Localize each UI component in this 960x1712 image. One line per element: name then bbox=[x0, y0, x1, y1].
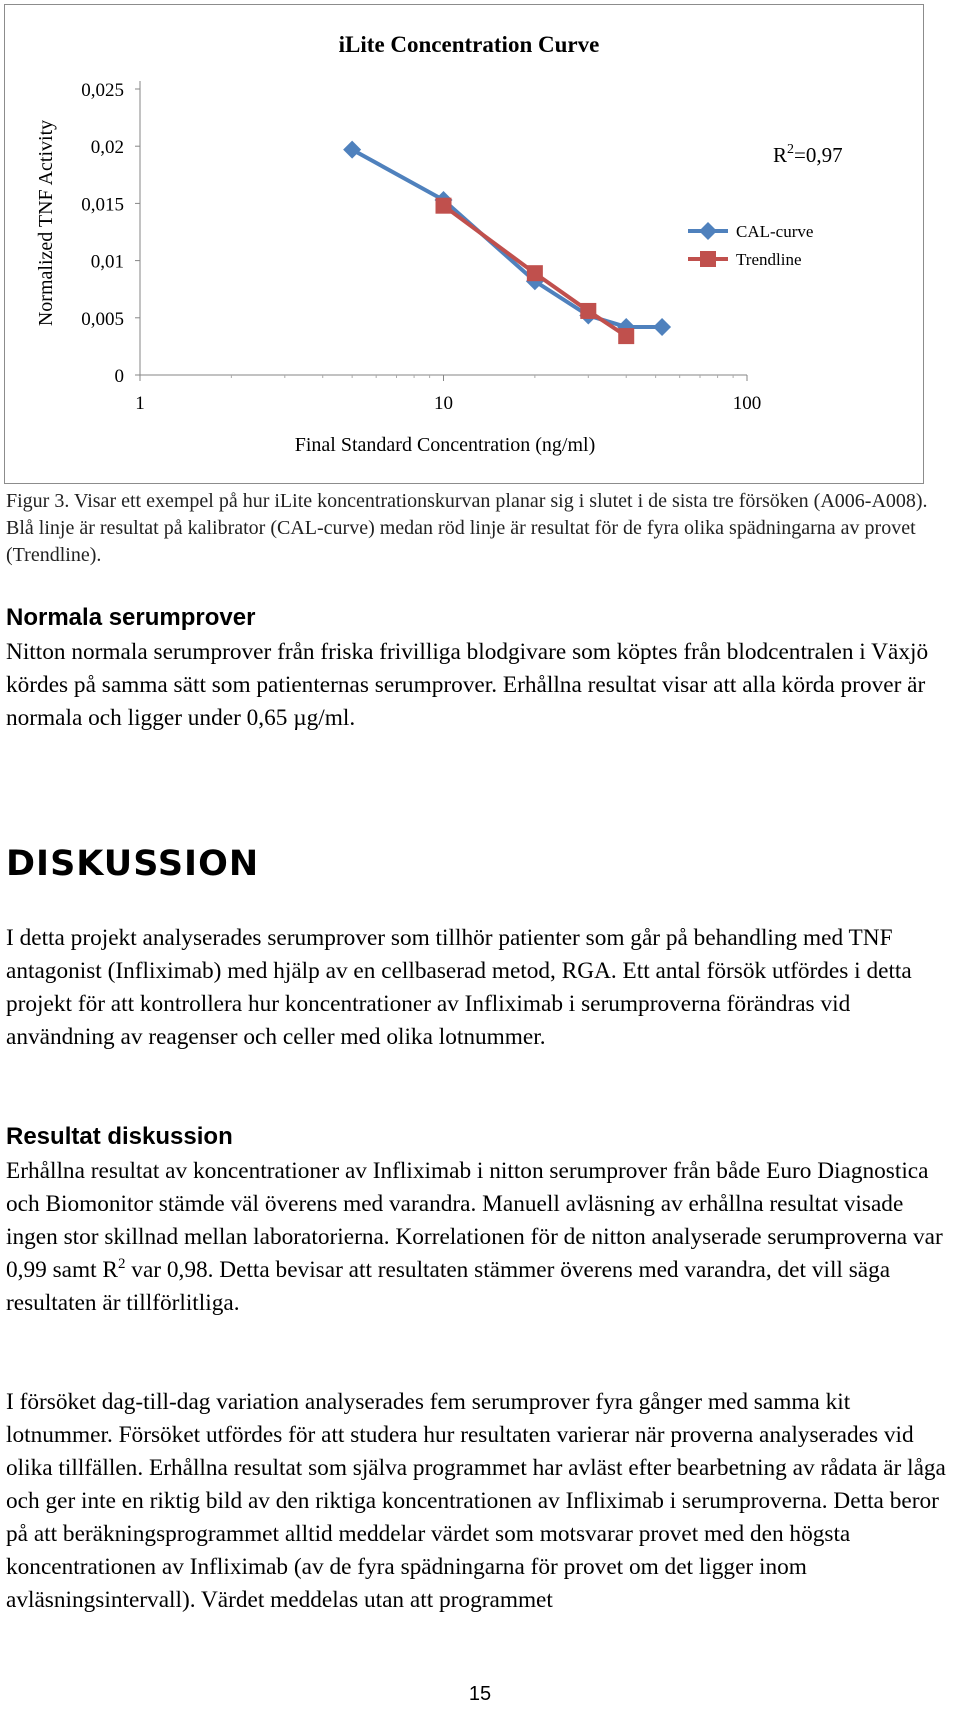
legend-label-cal-curve: CAL-curve bbox=[736, 222, 814, 241]
resultat-text-a: Erhållna resultat av koncentrationer av Infliximab i nitton serumprover från både Euro Diagnostica och Biomonitor stämde väl överens med varandra. Manuell avläsning av erhållna resultat visade ingen stor skillnad mellan laboratorierna. Korrelationen för de nitton analyserade serumproverna var 0,99 samt R bbox=[6, 1158, 943, 1283]
concentration-chart bbox=[5, 5, 923, 483]
r-squared-prefix: R bbox=[773, 143, 788, 167]
y-tick-label: 0 bbox=[114, 366, 124, 387]
paragraph-resultat-diskussion bbox=[6, 1155, 958, 1320]
x-tick-label: 1 bbox=[135, 393, 145, 414]
heading-diskussion: DISKUSSION bbox=[6, 844, 260, 884]
data-point-trendline bbox=[436, 198, 452, 214]
series-line-cal-curve bbox=[352, 150, 662, 327]
y-tick-label: 0,005 bbox=[81, 308, 124, 330]
r-squared-annotation bbox=[773, 142, 843, 167]
y-tick-label: 0,015 bbox=[81, 194, 124, 216]
data-point-trendline bbox=[580, 303, 596, 319]
x-axis-label: Final Standard Concentration (ng/ml) bbox=[294, 434, 596, 456]
data-point-cal-curve bbox=[653, 318, 671, 336]
y-tick-label: 0,02 bbox=[90, 137, 124, 159]
y-tick-label: 0,01 bbox=[90, 251, 124, 273]
paragraph-diskussion: I detta projekt analyserades serumprover som tillhör patienter som går på behandling med TNF antagonist (Infliximab) med hjälp av en cellbaserad metod, RGA. Ett antal försök utfördes i detta projekt för att kontrollera hur koncentrationer av Infliximab i serumproverna förändras vid användning av reagenser och celler med olika lotnummer. bbox=[6, 925, 912, 1050]
legend-marker-trendline bbox=[700, 251, 716, 267]
heading-normala-serumprover: Normala serumprover bbox=[6, 604, 256, 631]
x-tick-label: 100 bbox=[732, 393, 762, 414]
chart-legend bbox=[688, 222, 813, 269]
data-point-trendline bbox=[618, 328, 634, 344]
chart-title: iLite Concentration Curve bbox=[338, 32, 600, 57]
chart-series bbox=[343, 141, 671, 344]
chart-figure bbox=[4, 4, 924, 484]
paragraph-dag-till-dag: I försöket dag-till-dag variation analyserades fem serumprover fyra gånger med samma kit lotnummer. Försöket utfördes för att studera hur resultaten varierar när proverna analyserades vid olika tillfällen. Erhållna resultat som själva programmet har avläst efter bearbetning av rådata är låga och ger inte en riktig bild av den riktiga koncentrationen av Infliximab i serumproverna. Detta beror på att beräkningsprogrammet alltid meddelar värdet som motsvarar provet med den högsta koncentrationen av Infliximab (av de fyra spädningarna för provet om det ligger inom avläsningsintervall). Värdet meddelas utan att programmet bbox=[6, 1389, 946, 1613]
resultat-text-sup: 2 bbox=[117, 1256, 126, 1273]
heading-resultat-diskussion: Resultat diskussion bbox=[6, 1123, 233, 1150]
r-squared-sup: 2 bbox=[787, 142, 795, 157]
x-tick-label: 10 bbox=[434, 393, 453, 414]
data-point-cal-curve bbox=[343, 141, 361, 159]
page-number: 15 bbox=[468, 1683, 492, 1705]
chart-axes bbox=[81, 80, 761, 414]
legend-label-trendline: Trendline bbox=[736, 250, 802, 269]
r-squared-suffix: =0,97 bbox=[794, 143, 843, 167]
data-point-trendline bbox=[527, 265, 543, 281]
y-axis-label: Normalized TNF Activity bbox=[35, 119, 57, 327]
y-tick-label: 0,025 bbox=[81, 80, 124, 101]
paragraph-normala-serumprover: Nitton normala serumprover från friska frivilliga blodgivare som köptes från blodcentralen i Växjö kördes på samma sätt som patienternas serumprover. Erhållna resultat visar att alla körda prover är normala och ligger under 0,65 µg/ml. bbox=[6, 639, 929, 731]
figure-caption: Figur 3. Visar ett exempel på hur iLite koncentrationskurvan planar sig i slutet i de sista tre försöken (A006-A008). Blå linje är resultat på kalibrator (CAL-curve) medan röd linje är resultat för de fyra olika spädningarna av provet (Trendline). bbox=[6, 490, 928, 566]
resultat-text-b: var 0,98. Detta bevisar att resultaten stämmer överens med varandra, det vill säga resultaten är tillförlitliga. bbox=[6, 1257, 891, 1316]
legend-marker-cal-curve bbox=[699, 222, 717, 240]
